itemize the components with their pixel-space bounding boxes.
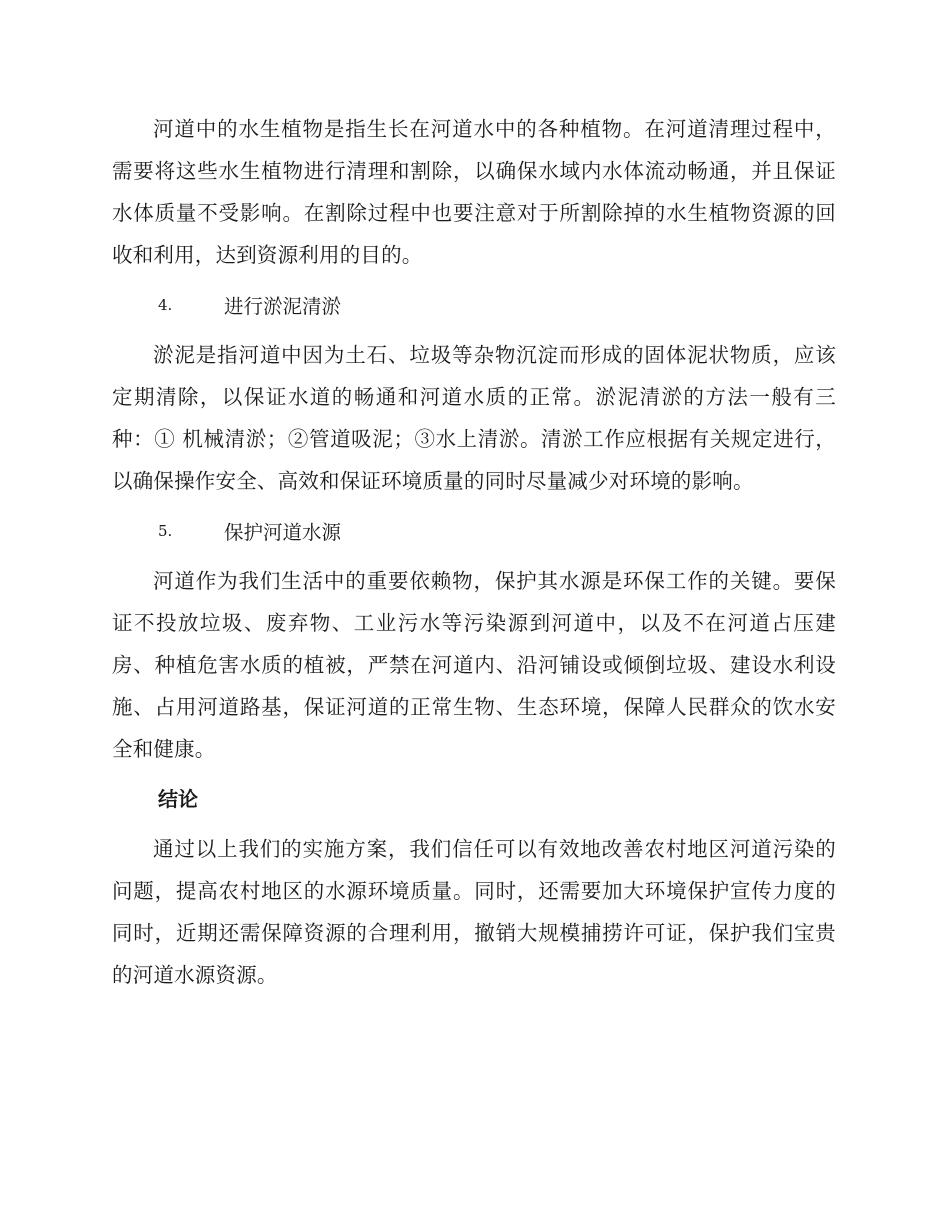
- list-item-title: 进行淤泥清淤: [224, 295, 342, 318]
- list-item-5: [158, 510, 836, 552]
- paragraph-water-source: 河道作为我们生活中的重要依赖物，保护其水源是环保工作的关键。要保证不投放垃圾、废弃物、工业污水等污染源到河道中，以及不在河道占压建房、种植危害水质的植被，严禁在河道内、沿河铺设或倾倒垃圾、建设水利设施、占用河道路基，保证河道的正常生物、生态环境，保障人民群众的饮水安全和健康。: [112, 569, 836, 761]
- paragraph-conclusion: 通过以上我们的实施方案，我们信任可以有效地改善农村地区河道污染的问题，提高农村地区的水源环境质量。同时，还需要加大环境保护宣传力度的同时，近期还需保障资源的合理利用，撤销大规模捕捞许可证，保护我们宝贵的河道水源资源。: [112, 837, 836, 987]
- document-page: [112, 108, 836, 996]
- list-item-4: [158, 284, 836, 326]
- paragraph-aquatic-plants: 河道中的水生植物是指生长在河道水中的各种植物。在河道清理过程中，需要将这些水生植物进行清理和割除，以确保水域内水体流动畅通，并且保证水体质量不受影响。在割除过程中也要注意对于所割除掉的水生植物资源的回收和利用，达到资源利用的目的。: [112, 117, 836, 267]
- paragraph-silt-dredging: 淤泥是指河道中因为土石、垃圾等杂物沉淀而形成的固体泥状物质，应该定期清除，以保证水道的畅通和河道水质的正常。淤泥清淤的方法一般有三种：① 机械清淤；②管道吸泥；③水上清淤。清淤工作应根据有关规定进行，以确保操作安全、高效和保证环境质量的同时尽量减少对环境的影响。: [112, 343, 836, 493]
- list-item-number: 5.: [158, 522, 173, 540]
- list-item-number: 4.: [158, 296, 173, 314]
- conclusion-heading: 结论: [158, 787, 198, 811]
- list-item-title: 保护河道水源: [224, 521, 342, 544]
